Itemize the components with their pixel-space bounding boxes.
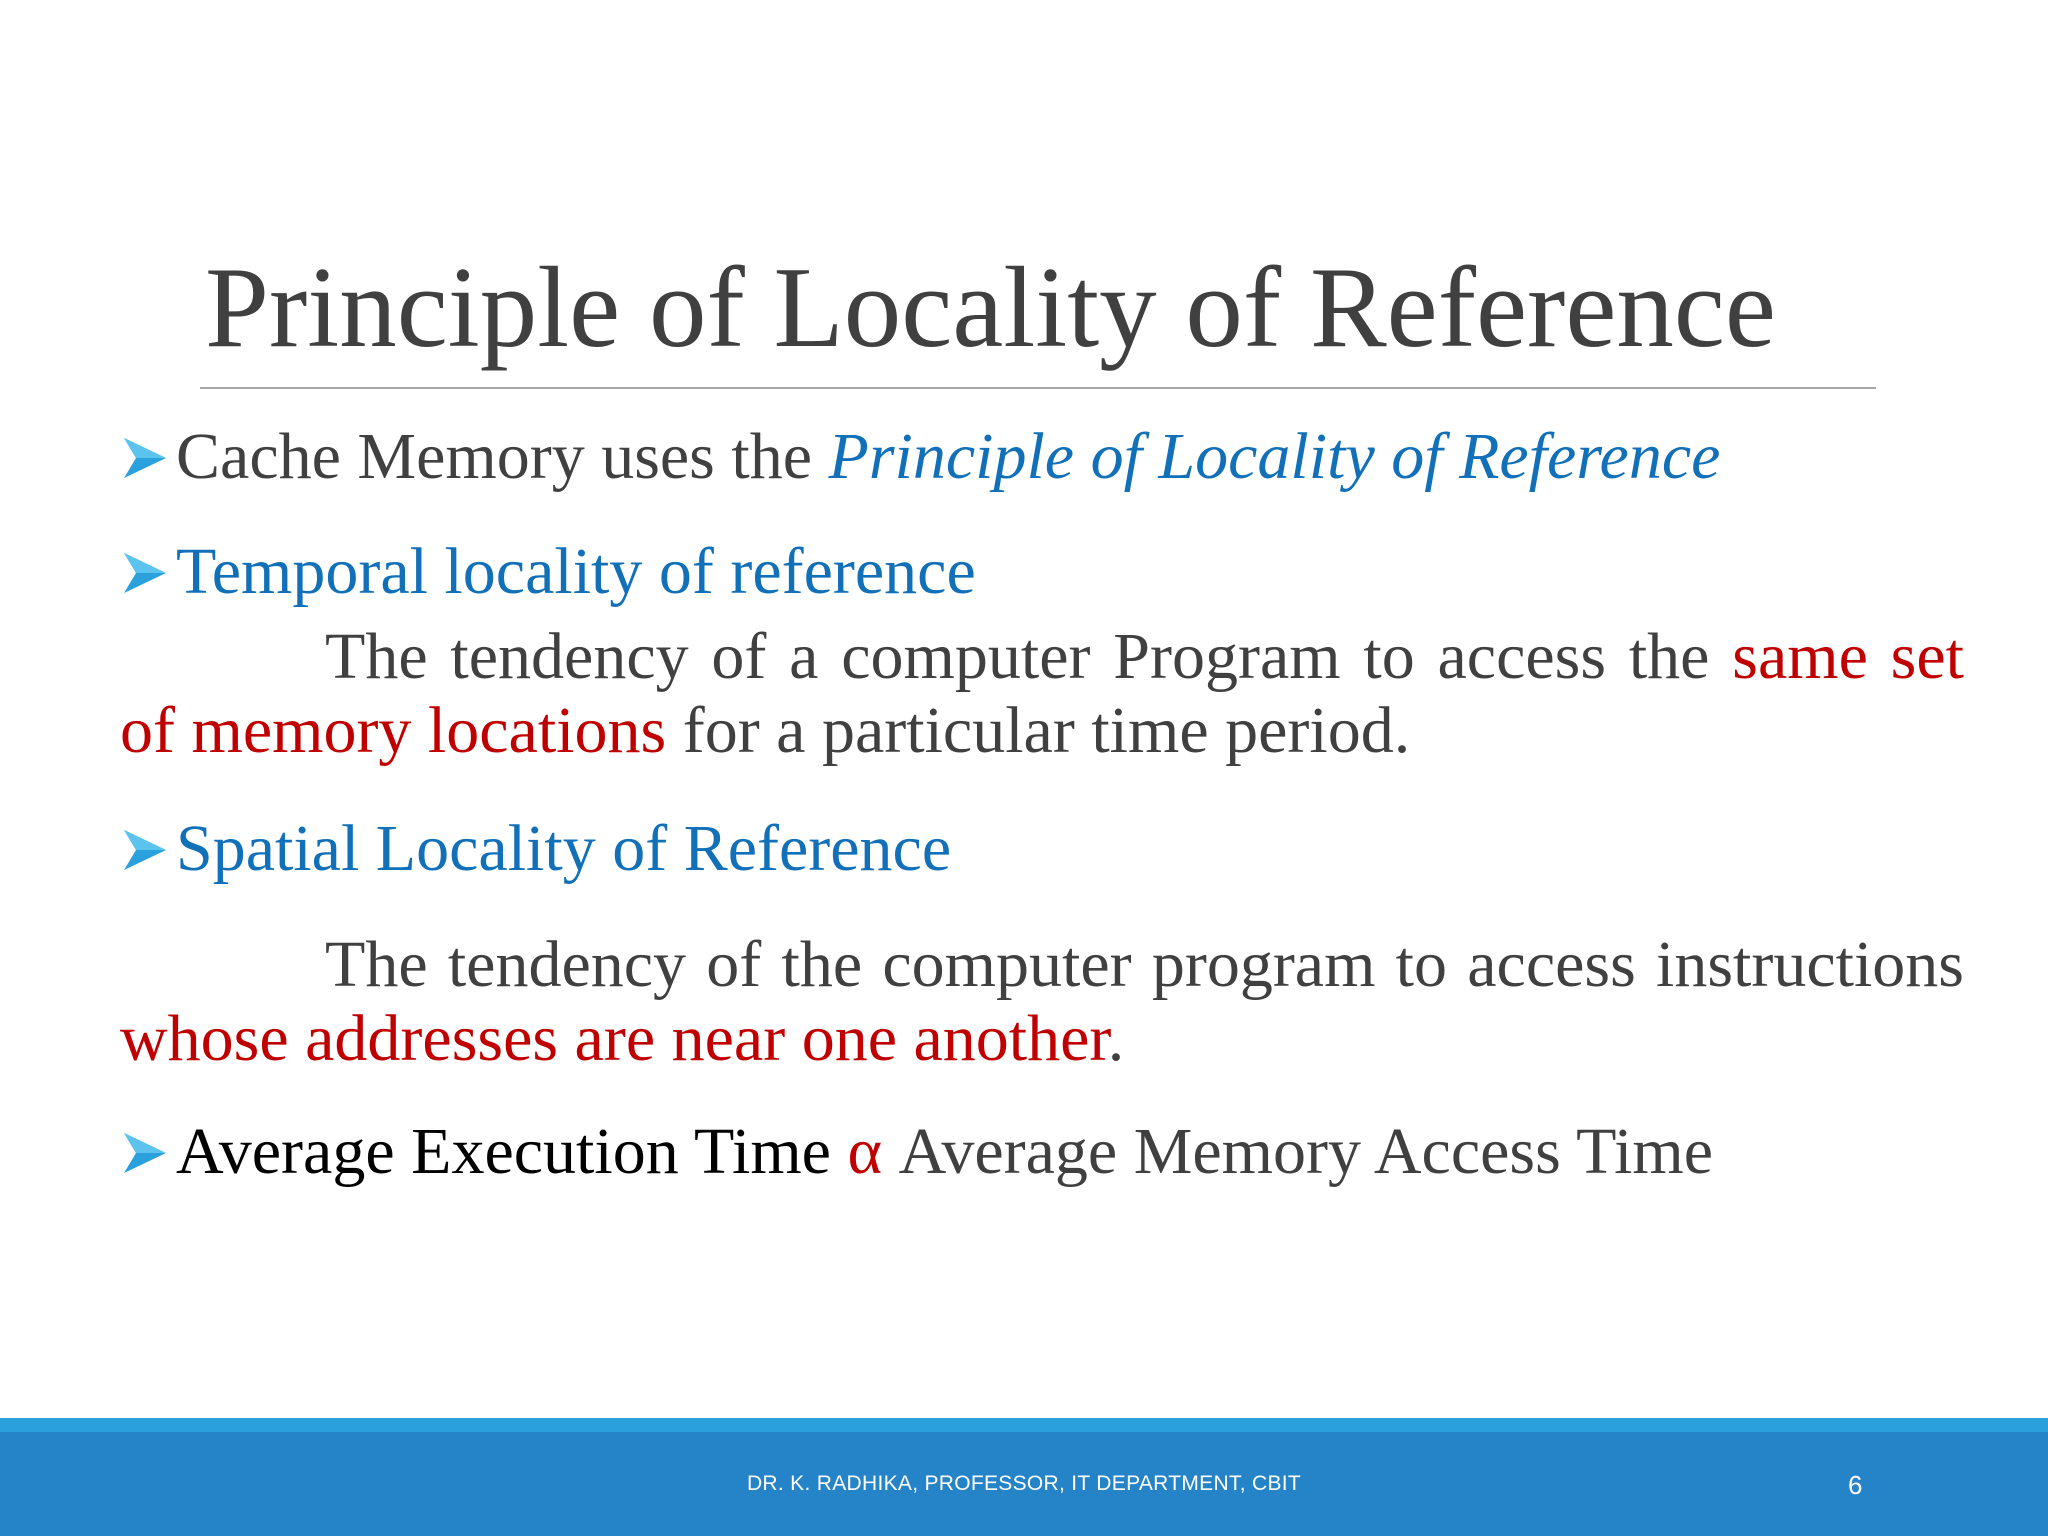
bullet-spatial-locality [120, 812, 1968, 886]
page-number: 6 [1848, 1470, 1863, 1500]
bullet-text: Average Execution Time [176, 1115, 848, 1188]
bullet-text: Cache Memory uses the [176, 420, 829, 493]
description-text: The tendency of the computer program to access instructions [325, 928, 1964, 1001]
description-text: for a particular time period. [666, 694, 1411, 767]
footer-accent-stripe [0, 1418, 2048, 1432]
bullet-temporal-locality [120, 535, 1968, 609]
title-divider [200, 387, 1876, 389]
description-text: . [1107, 1002, 1125, 1075]
description-emphasis: whose addresses are near one another [120, 1002, 1108, 1075]
arrow-bullet-icon [120, 1129, 172, 1177]
proportional-symbol: α [847, 1115, 883, 1188]
temporal-locality-description [120, 620, 1964, 768]
footer-author: DR. K. RADHIKA, PROFESSOR, IT DEPARTMENT, CBIT [746, 1472, 1302, 1495]
arrow-bullet-icon [120, 826, 172, 874]
bullet-average-execution-time [120, 1115, 1968, 1189]
slide-title: Principle of Locality of Reference [205, 244, 1776, 371]
bullet-cache-memory [120, 420, 1968, 494]
arrow-bullet-icon [120, 434, 172, 482]
spatial-locality-description [120, 928, 1964, 1076]
bullet-emphasis: Principle of Locality of Reference [828, 420, 1721, 493]
bullet-text: Average Memory Access Time [882, 1115, 1714, 1188]
bullet-heading: Spatial Locality of Reference [176, 812, 952, 885]
description-text: The tendency of a computer Program to access the [325, 620, 1733, 693]
description-emphasis: same set of memory locations [120, 620, 1964, 767]
bullet-heading: Temporal locality of reference [176, 535, 976, 608]
arrow-bullet-icon [120, 549, 172, 597]
